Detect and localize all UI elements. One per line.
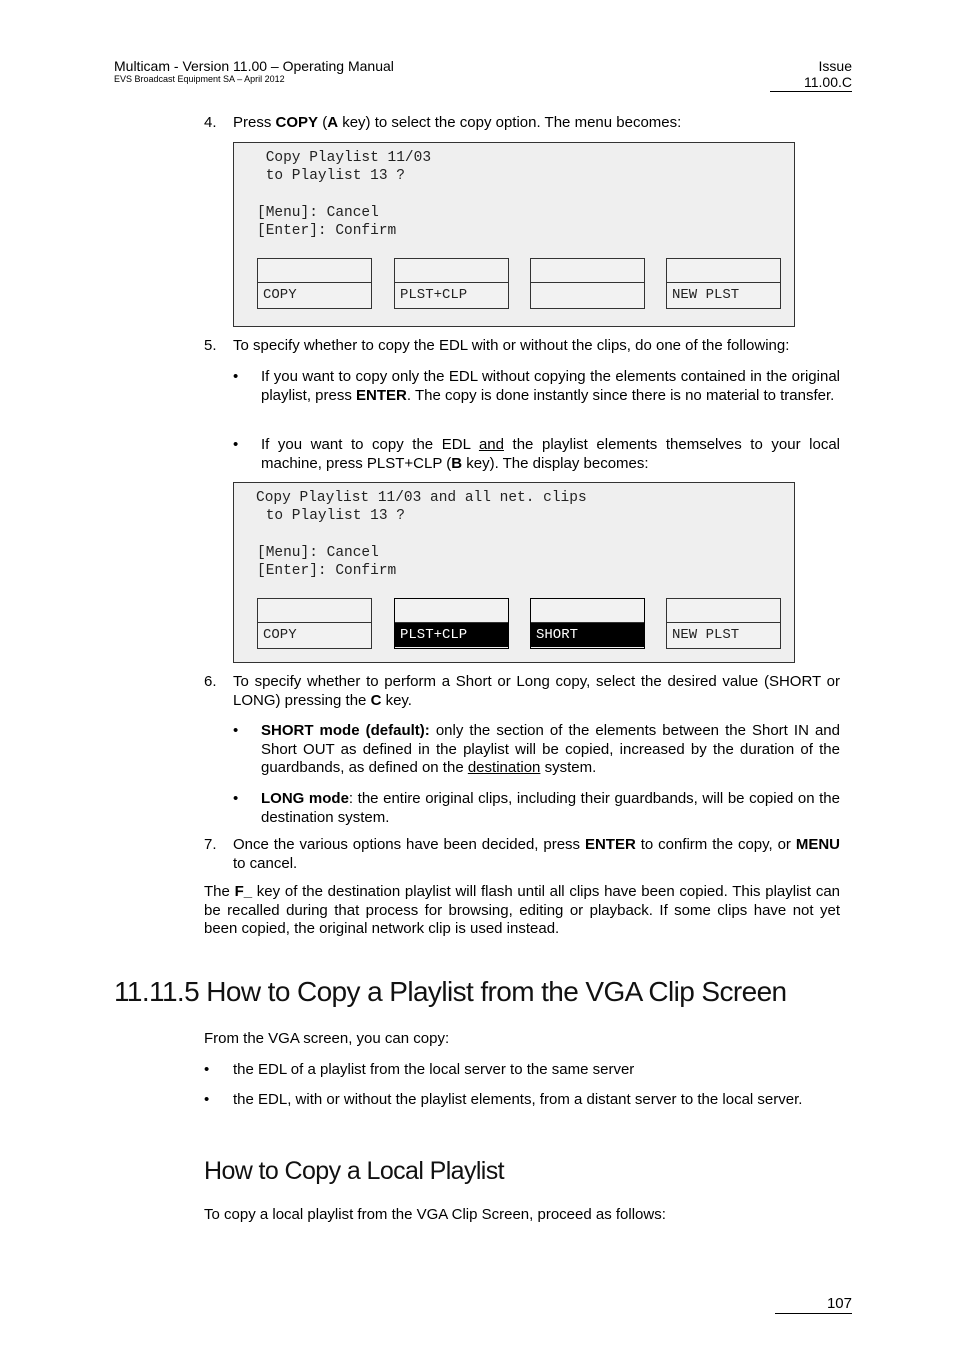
- bullet: •: [233, 368, 239, 385]
- step-6-bullet-long: LONG mode: the entire original clips, including their guardbands, will be copied on the destination system.: [261, 790, 840, 826]
- softkey-new-plst[interactable]: [666, 258, 781, 309]
- softkey-copy[interactable]: [257, 258, 372, 309]
- lcd-screen-copy-clips: [233, 482, 795, 663]
- step-number: 4.: [204, 114, 217, 131]
- step-7-text: Once the various options have been decided, press ENTER to confirm the copy, or MENU to cancel.: [233, 836, 840, 872]
- section-intro: From the VGA screen, you can copy:: [204, 1030, 450, 1047]
- step-number: 7.: [204, 836, 217, 853]
- step-5-text: To specify whether to copy the EDL with or without the clips, do one of the following:: [233, 337, 790, 354]
- screen-line: to Playlist 13 ?: [257, 508, 405, 524]
- step-6-text: To specify whether to perform a Short or Long copy, select the desired value (SHORT or LONG) pressing the C key.: [233, 673, 840, 709]
- bullet: •: [233, 790, 239, 807]
- screen-line: [Enter]: Confirm: [257, 223, 397, 239]
- softkey-label: NEW PLST: [672, 627, 740, 643]
- bullet: •: [233, 436, 239, 453]
- screen-line: to Playlist 13 ?: [257, 168, 405, 184]
- section-bullet-1: the EDL of a playlist from the local server to the same server: [233, 1061, 635, 1078]
- step-5-bullet-2: If you want to copy the EDL and the playlist elements themselves to your local machine, press PLST+CLP (B key). The display becomes:: [261, 436, 840, 472]
- screen-line: Copy Playlist 11/03 and all net. clips: [256, 490, 587, 506]
- header-subtitle: EVS Broadcast Equipment SA – April 2012: [114, 74, 285, 84]
- softkey-plst-clp-selected[interactable]: [394, 598, 509, 649]
- lcd-screen-copy-menu: [233, 142, 795, 327]
- screen-line: [Menu]: Cancel: [257, 205, 379, 221]
- step-number: 6.: [204, 673, 217, 690]
- screen-line: [Menu]: Cancel: [257, 545, 379, 561]
- softkey-label: COPY: [263, 287, 297, 303]
- page-number: 107: [775, 1295, 852, 1314]
- step-6-bullet-short: SHORT mode (default): only the section of the elements between the Short IN and Short OUT as defined in the playlist will be copied, increased by the duration of the guardbands, as defined on the destination system.: [261, 722, 840, 776]
- issue-label: Issue: [818, 58, 852, 74]
- bullet: •: [204, 1091, 210, 1108]
- softkey-label: COPY: [263, 627, 297, 643]
- section-bullet-2: the EDL, with or without the playlist elements, from a distant server to the local server.: [233, 1091, 803, 1108]
- softkey-label: PLST+CLP: [395, 623, 508, 647]
- issue-value: 11.00.C: [804, 74, 852, 90]
- bullet: •: [204, 1061, 210, 1078]
- subsection-heading: How to Copy a Local Playlist: [204, 1157, 505, 1185]
- softkey-new-plst[interactable]: [666, 598, 781, 649]
- subsection-intro: To copy a local playlist from the VGA Clip Screen, proceed as follows:: [204, 1206, 666, 1223]
- step-4-text: Press COPY (A key) to select the copy option. The menu becomes:: [233, 114, 682, 131]
- step-number: 5.: [204, 337, 217, 354]
- flash-paragraph: The F_ key of the destination playlist will flash until all clips have been copied. This playlist can be recalled during that process for browsing, editing or playback. If some clips have not yet been copied, the original network clip is used instead.: [204, 883, 840, 937]
- softkey-copy[interactable]: [257, 598, 372, 649]
- softkey-short-selected[interactable]: [530, 598, 645, 649]
- softkey-label: SHORT: [531, 623, 644, 647]
- header-issue: [770, 58, 852, 92]
- softkey-plst-clp[interactable]: [394, 258, 509, 309]
- header-title: Multicam - Version 11.00 – Operating Manual: [114, 58, 394, 74]
- section-heading: 11.11.5 How to Copy a Playlist from the VGA Clip Screen: [114, 976, 787, 1007]
- screen-line: [Enter]: Confirm: [257, 563, 397, 579]
- step-5-bullet-1: If you want to copy only the EDL without copying the elements contained in the original playlist, press ENTER. The copy is done instantly since there is no material to transfer.: [261, 368, 840, 404]
- screen-line: Copy Playlist 11/03: [257, 150, 432, 166]
- bullet: •: [233, 722, 239, 739]
- softkey-label: PLST+CLP: [400, 287, 468, 303]
- softkey-label: NEW PLST: [672, 287, 740, 303]
- softkey-empty[interactable]: [530, 258, 645, 309]
